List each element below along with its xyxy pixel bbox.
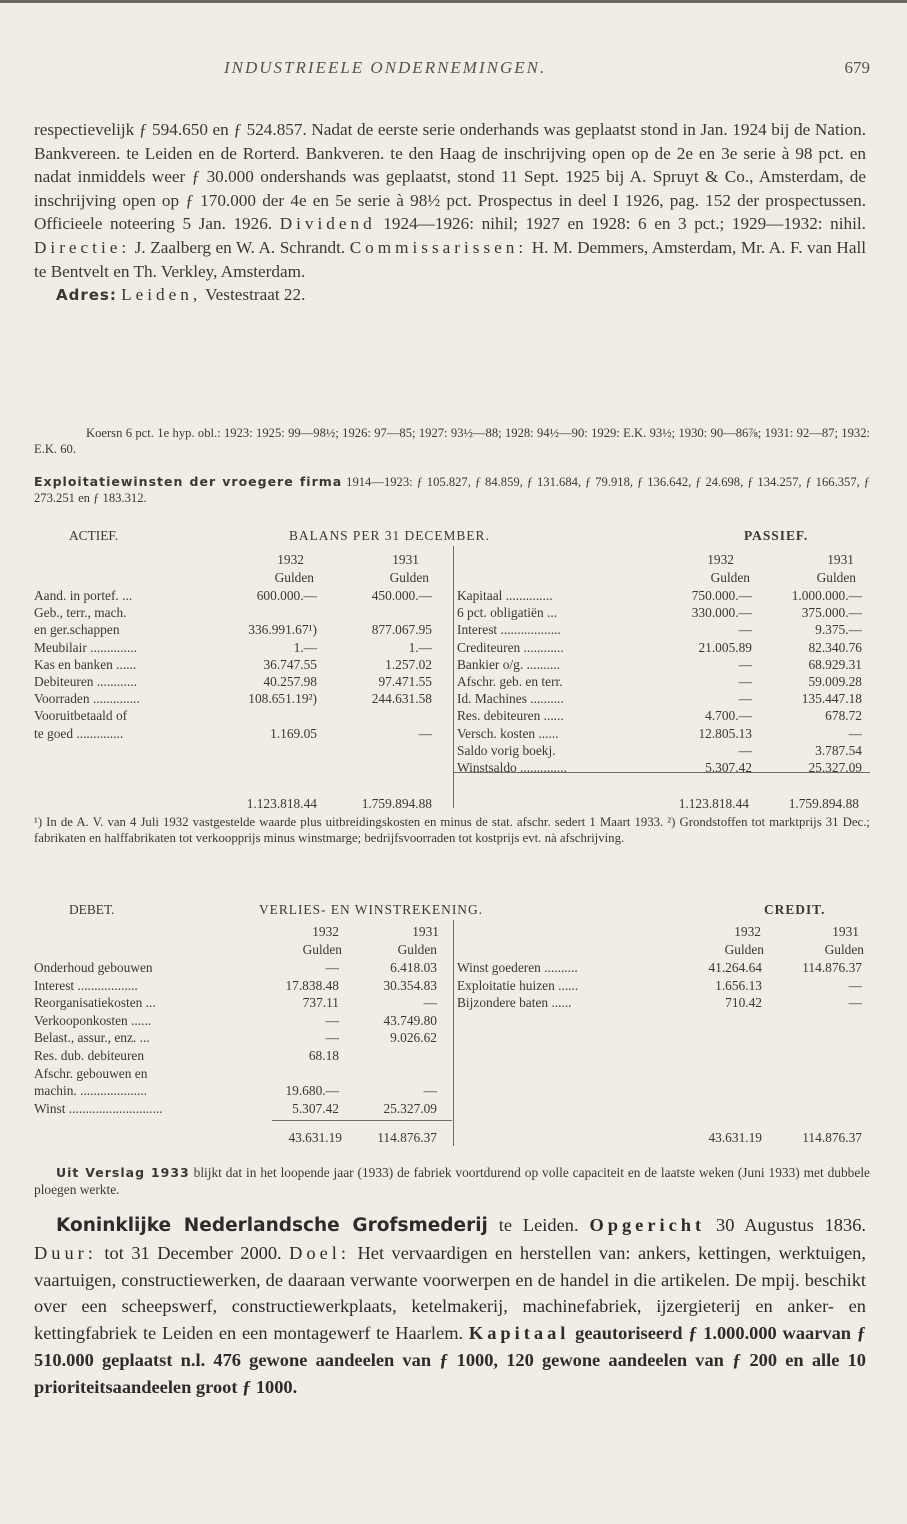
page-header xyxy=(34,58,870,84)
credit-row-value-1931: — xyxy=(848,977,862,993)
credit-year-1931: 1931 xyxy=(832,924,859,939)
credit-row-label: Exploitatie huizen ...... xyxy=(457,977,579,993)
passief-unit-1931: Gulden xyxy=(816,570,856,585)
credit-row-label: Winst goederen .......... xyxy=(457,960,578,975)
debet-row-value-1932: 19.680.— xyxy=(285,1083,339,1099)
actief-total-1932: 1.123.818.44 xyxy=(246,796,317,811)
credit-unit-1932: Gulden xyxy=(724,942,764,957)
debet-row-value-1932: 68.18 xyxy=(308,1048,339,1063)
company-name: Koninklijke Nederlandsche Grofsmederij xyxy=(56,1215,488,1236)
duur-text: tot 31 December 2000. xyxy=(104,1242,282,1263)
passief-row-value-1932: — xyxy=(738,742,752,758)
passief-row-value-1932: 12.805.13 xyxy=(698,725,752,741)
doel-text: Het vervaardigen en herstellen van: ankers, kettingen, werktuigen, vaartuigen, constructiewerken, de daaraan verwante voorwerpen en de handel in die artikelen. De mpij. beschikt over een scheepswerf, constructiewerkplaats, ketelmakerij, machinefabriek, ijzergieterij en anker- en kettingfabriek te Leiden en een montagewerf te Haarlem. xyxy=(34,1242,866,1344)
passief-row-value-1932: — xyxy=(738,691,752,707)
kapitaal-label: Kapitaal xyxy=(468,1323,570,1344)
passief-row-value-1932: 330.000.— xyxy=(691,605,752,621)
doel-label: Doel: xyxy=(289,1242,350,1263)
passief-row-label: Kapitaal .............. xyxy=(457,588,553,603)
actief-row-label: Voorraden .............. xyxy=(34,691,140,707)
dividend-label: Dividend xyxy=(279,214,376,234)
passief-row-label: Versch. kosten ...... xyxy=(457,725,559,741)
passief-row-value-1932: 750.000.— xyxy=(691,588,752,603)
debet-row-label: machin. .................... xyxy=(34,1083,148,1099)
commissarissen-label: Commissarissen: xyxy=(349,237,528,257)
passief-unit-1932: Gulden xyxy=(710,570,750,585)
verlies-heading: VERLIES- EN WINSTREKENING. xyxy=(259,902,483,917)
debet-row-label: Winst ............................ xyxy=(34,1100,163,1116)
grofsmederij-paragraph xyxy=(34,1212,866,1401)
actief-unit-1931: Gulden xyxy=(389,570,429,585)
credit-total-1931: 114.876.37 xyxy=(802,1130,862,1145)
balans-heading: BALANS PER 31 DECEMBER. xyxy=(289,528,490,543)
actief-row-label: Kas en banken ...... xyxy=(34,656,137,672)
actief-heading: ACTIEF. xyxy=(69,528,119,543)
credit-row-value-1931: — xyxy=(848,995,862,1011)
actief-row-label: Aand. in portef. ... xyxy=(34,588,133,603)
debet-row-label: Onderhoud gebouwen xyxy=(34,960,153,975)
actief-row-value-1931: 1.— xyxy=(408,639,432,655)
company-place: te Leiden. xyxy=(498,1215,579,1235)
adres-label: Adres: xyxy=(56,286,117,305)
credit-row-value-1931: 114.876.37 xyxy=(802,960,862,975)
opgericht-text: 30 Augustus 1836. xyxy=(716,1215,866,1235)
balans-center-divider xyxy=(453,546,454,808)
debet-total-1932: 43.631.19 xyxy=(288,1130,342,1145)
debet-row-value-1931: 6.418.03 xyxy=(390,960,437,975)
exploitatie-label: Exploitatiewinsten der vroegere firma xyxy=(34,474,343,489)
passief-year-1932: 1932 xyxy=(707,552,734,567)
actief-year-1932: 1932 xyxy=(277,552,304,567)
passief-row-value-1931: 1.000.000.— xyxy=(791,588,862,603)
actief-row-value-1932: 336.991.67¹) xyxy=(248,622,317,638)
debet-row-value-1931: 9.026.62 xyxy=(390,1030,437,1046)
passief-row-label: Afschr. geb. en terr. xyxy=(457,674,563,689)
balans-footnotes: ¹) In de A. V. van 4 Juli 1932 vastgestelde waarde plus uitbreidingskosten en minus de stat. afschr. sedert 1 Maart 1933. ²) Grondstoffen tot marktprijs 31 Dec.; fabrikaten en halffabrikaten tot verkoopprijs minus winstmarge; bedrijfsvoorraden tot kostprijs evt. nà afschrijving. xyxy=(34,815,870,845)
actief-row-value-1932: 108.651.19²) xyxy=(248,691,317,707)
debet-row-label: Res. dub. debiteuren xyxy=(34,1048,145,1063)
passief-row-value-1932: — xyxy=(738,674,752,689)
debet-row-label: Belast., assur., enz. ... xyxy=(34,1030,150,1046)
balance-sheet-table xyxy=(34,528,870,818)
debet-row-label: Verkooponkosten ...... xyxy=(34,1012,152,1028)
passief-row-label: Saldo vorig boekj. xyxy=(457,742,556,758)
credit-row-value-1932: 1.656.13 xyxy=(715,977,762,993)
passief-row-label: Id. Machines .......... xyxy=(457,691,564,707)
running-title: INDUSTRIEELE ONDERNEMINGEN. xyxy=(224,58,547,77)
passief-row-value-1932: — xyxy=(738,656,752,672)
actief-row-value-1931: 877.067.95 xyxy=(371,622,432,638)
passief-row-value-1932: 4.700.— xyxy=(705,708,752,724)
commissarissen-text: H. M. Demmers, Amsterdam, Mr. A. F. van Hall te Bentvelt en Th. Verkley, Amsterdam. xyxy=(34,237,866,281)
passief-row-label: Winstsaldo .............. xyxy=(457,760,567,775)
debet-unit-1931: Gulden xyxy=(397,942,437,957)
debet-row-value-1932: 737.11 xyxy=(302,995,339,1011)
debet-row-value-1931: 43.749.80 xyxy=(383,1012,437,1028)
actief-row-label: Vooruitbetaald of xyxy=(34,708,128,724)
passief-row-value-1931: 25.327.09 xyxy=(808,760,862,775)
debet-row-label: Interest .................. xyxy=(34,977,138,993)
passief-row-value-1931: 678.72 xyxy=(825,708,862,724)
actief-row-label: te goed .............. xyxy=(34,725,124,741)
debet-row-value-1932: 17.838.48 xyxy=(285,977,339,993)
directie-text: J. Zaalberg en W. A. Schrandt. xyxy=(134,237,346,257)
passief-row-value-1932: — xyxy=(738,622,752,638)
profit-loss-table xyxy=(34,902,870,1152)
passief-year-1931: 1931 xyxy=(827,552,854,567)
debet-row-value-1932: 5.307.42 xyxy=(292,1100,339,1116)
actief-row-value-1931: 450.000.— xyxy=(371,588,432,603)
passief-row-value-1931: 9.375.— xyxy=(815,622,862,638)
passief-row-value-1931: 59.009.28 xyxy=(808,674,862,689)
passief-heading: PASSIEF. xyxy=(744,528,809,543)
opgericht-label: Opgericht xyxy=(589,1215,706,1235)
koersen-text: Koersn 6 pct. 1e hyp. obl.: 1923: 1925: 99—98½; 1926: 97—85; 1927: 93½—88; 1928: 94½—90: 1929: E.K. 93½; 1930: 90—86⅞; 1931: 92—87; 1932: E.K. 60. xyxy=(34,426,870,456)
scan-top-edge xyxy=(0,0,907,3)
actief-row-label: Geb., terr., mach. xyxy=(34,605,127,621)
debet-row-value-1931: — xyxy=(423,1083,437,1099)
actief-row-label: en ger.schappen xyxy=(34,622,120,638)
debet-year-1932: 1932 xyxy=(312,924,339,939)
debet-row-value-1931: — xyxy=(423,995,437,1011)
actief-total-1931: 1.759.894.88 xyxy=(361,796,432,811)
verslag-paragraph xyxy=(34,1164,870,1198)
adres-street: Vestestraat 22. xyxy=(205,285,306,305)
actief-row-value-1932: 1.169.05 xyxy=(270,725,317,741)
passief-row-value-1931: 82.340.76 xyxy=(808,639,862,655)
actief-row-value-1931: 244.631.58 xyxy=(371,691,432,707)
debet-row-value-1931: 25.327.09 xyxy=(383,1100,437,1116)
exploitatie-text: 1914—1923: ƒ 105.827, ƒ 84.859, ƒ 131.684, ƒ 79.918, ƒ 136.642, ƒ 24.698, ƒ 134.257, ƒ 166.357, ƒ 273.251 en ƒ 183.312. xyxy=(34,475,870,505)
credit-heading: CREDIT. xyxy=(764,902,826,917)
dividend-text: 1924—1926: nihil; 1927 en 1928: 6 en 3 pct.; 1929—1932: nihil. xyxy=(383,214,866,234)
actief-row-value-1932: 600.000.— xyxy=(256,588,317,603)
passief-total-1932: 1.123.818.44 xyxy=(678,796,749,811)
passief-row-label: 6 pct. obligatiën ... xyxy=(457,605,558,621)
passief-row-label: Bankier o/g. .......... xyxy=(457,656,561,672)
debet-row-label: Afschr. gebouwen en xyxy=(34,1065,148,1081)
debet-row-value-1932: — xyxy=(325,1030,339,1046)
passief-row-label: Crediteuren ............ xyxy=(457,639,564,655)
debet-year-1931: 1931 xyxy=(412,924,439,939)
debet-row-value-1932: — xyxy=(325,960,339,975)
company-description-paragraph xyxy=(34,118,866,308)
directie-label: Directie: xyxy=(34,237,131,257)
passief-row-value-1932: 21.005.89 xyxy=(698,639,752,655)
debet-row-label: Reorganisatiekosten ... xyxy=(34,995,156,1011)
actief-row-label: Debiteuren ............ xyxy=(34,674,138,689)
verslag-text: blijkt dat in het loopende jaar (1933) de fabriek voortdurend op volle capaciteit en de laatste weken (Juni 1933) met dubbele ploegen werkte. xyxy=(34,1165,870,1197)
passief-row-label: Interest .................. xyxy=(457,622,561,638)
page-number: 679 xyxy=(844,58,870,77)
actief-unit-1932: Gulden xyxy=(274,570,314,585)
actief-row-label: Meubilair .............. xyxy=(34,639,138,655)
credit-unit-1931: Gulden xyxy=(824,942,864,957)
passief-row-value-1931: 68.929.31 xyxy=(808,656,862,672)
credit-year-1932: 1932 xyxy=(734,924,761,939)
debet-total-1931: 114.876.37 xyxy=(377,1130,437,1145)
verslag-label: Uit Verslag 1933 xyxy=(56,1165,190,1180)
history-text: respectievelijk ƒ 594.650 en ƒ 524.857. Nadat de eerste serie onderhands was geplaatst stond in Jan. 1924 bij de Nation. Bankvereen. te Leiden en de Rorterd. Bankveren. te den Haag de inschrijving open op de 2e en 3e serie à 98 pct. en nadat inmiddels weer ƒ 30.000 ondershands was geplaatst, stond 11 Sept. 1925 bij A. Spruyt & Co., Amsterdam, de inschrijving open op ƒ 170.000 der 4e en 5e serie à 98½ pct. Prospectus in deel I 1926, pag. 152 der prospectussen. Officieele noteering 5 Jan. 1926. xyxy=(34,120,866,234)
passief-row-value-1932: 5.307.42 xyxy=(705,760,752,775)
debet-row-value-1932: — xyxy=(325,1012,339,1028)
credit-row-value-1932: 41.264.64 xyxy=(708,960,762,975)
passief-row-value-1931: 3.787.54 xyxy=(815,742,862,758)
actief-year-1931: 1931 xyxy=(392,552,419,567)
passief-row-value-1931: — xyxy=(848,725,862,741)
actief-row-value-1932: 1.— xyxy=(293,639,317,655)
exploitatie-paragraph xyxy=(34,474,870,506)
credit-row-value-1932: 710.42 xyxy=(725,995,762,1011)
credit-total-1932: 43.631.19 xyxy=(708,1130,762,1145)
debet-row-value-1931: 30.354.83 xyxy=(383,977,437,993)
actief-row-value-1932: 40.257.98 xyxy=(263,674,317,689)
adres-city: Leiden, xyxy=(121,285,202,305)
credit-row-label: Bijzondere baten ...... xyxy=(457,995,572,1011)
passief-row-value-1931: 375.000.— xyxy=(801,605,862,621)
passief-total-1931: 1.759.894.88 xyxy=(788,796,859,811)
debet-sum-rule xyxy=(272,1120,452,1121)
kapitaal-text: geautoriseerd ƒ 1.000.000 waarvan ƒ 510.000 geplaatst n.l. 476 gewone aandeelen van ƒ 1000, 120 gewone aandeelen van ƒ 200 en alle 10 prioriteitsaandeelen groot ƒ 1000. xyxy=(34,1323,866,1397)
debet-heading: DEBET. xyxy=(69,902,115,917)
duur-label: Duur: xyxy=(34,1242,97,1263)
actief-row-value-1932: 36.747.55 xyxy=(263,656,317,672)
passief-row-label: Res. debiteuren ...... xyxy=(457,708,564,724)
actief-row-value-1931: — xyxy=(418,725,432,741)
passief-row-value-1931: 135.447.18 xyxy=(801,691,862,707)
actief-row-value-1931: 97.471.55 xyxy=(378,674,432,689)
actief-row-value-1931: 1.257.02 xyxy=(385,656,432,672)
verlies-center-divider xyxy=(453,920,454,1146)
debet-unit-1932: Gulden xyxy=(302,942,342,957)
